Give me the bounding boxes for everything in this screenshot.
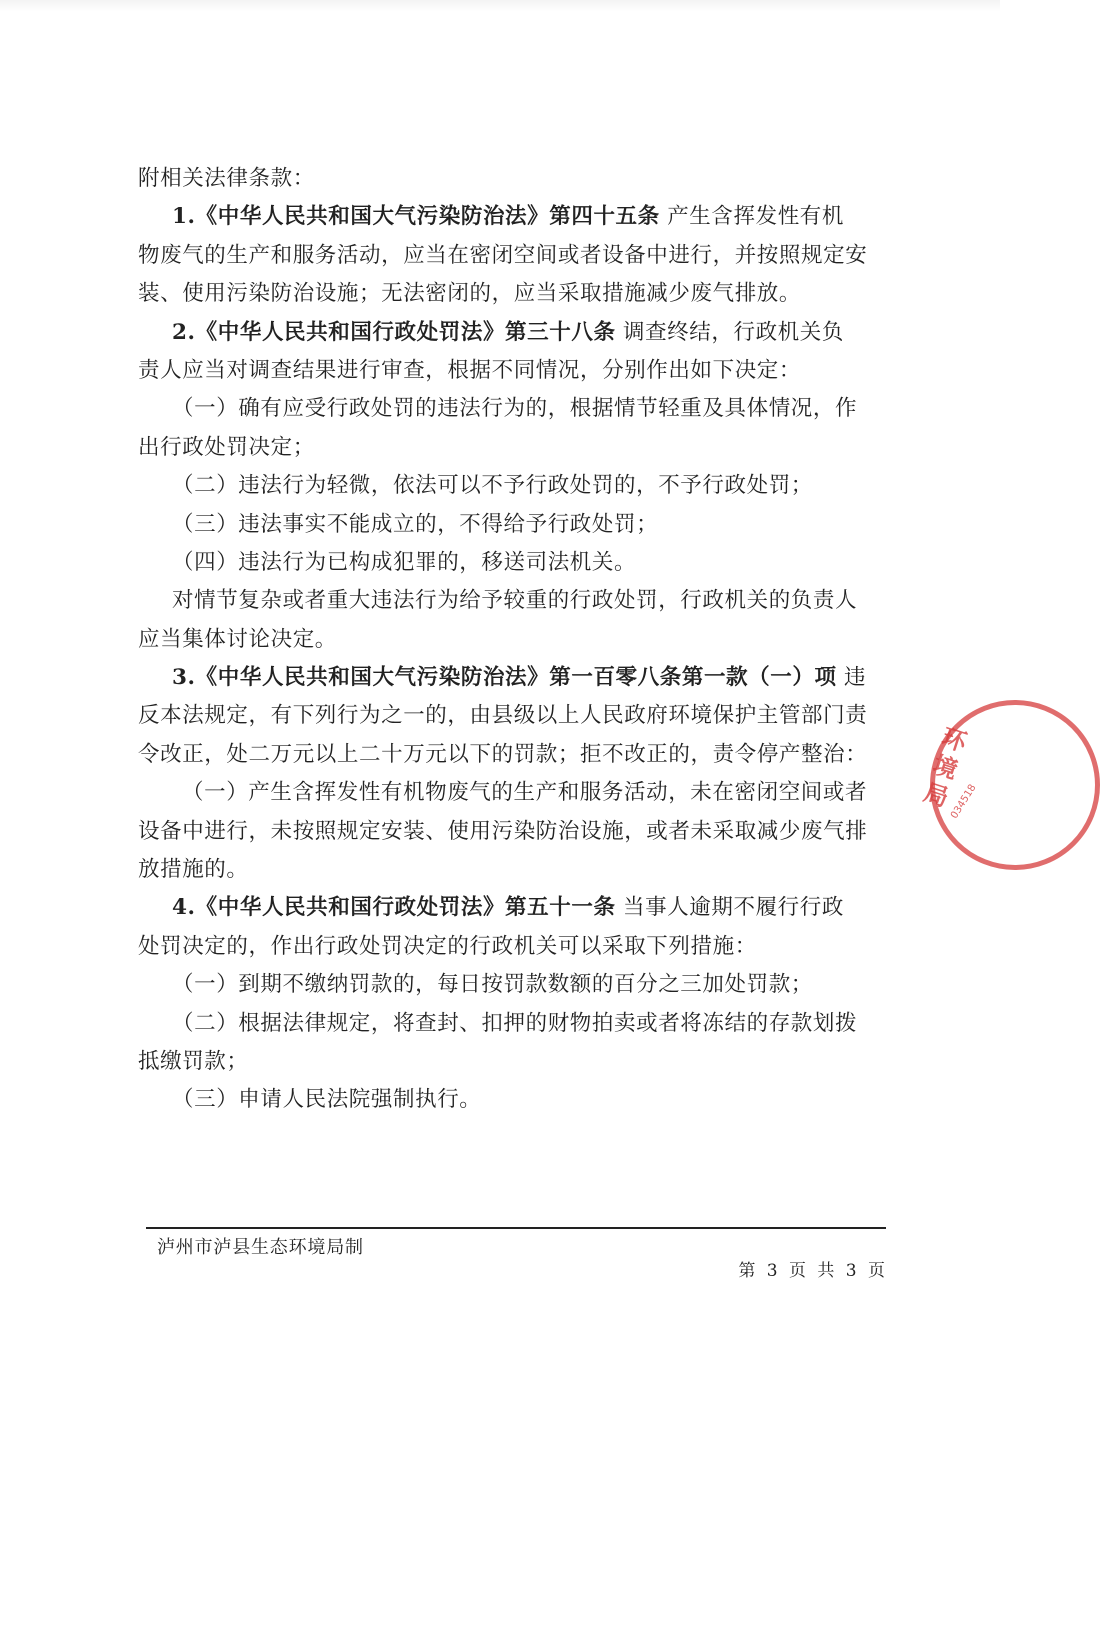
clause-3-item-1-end: 放措施的。 — [138, 857, 249, 883]
clause-2-line-1 — [138, 314, 890, 352]
clause-3-item-1-cont: 设备中进行，未按照规定安装、使用污染防治设施，或者未采取减少废气排 — [138, 818, 868, 844]
clause-4-title: 4.《中华人民共和国行政处罚法》第五十一条 — [172, 895, 616, 921]
clause-1-line-2: 物废气的生产和服务活动，应当在密闭空间或者设备中进行，并按照规定安 — [138, 242, 868, 268]
clause-4-item-2-cont: 抵缴罚款； — [138, 1048, 249, 1074]
clause-1-title: 1.《中华人民共和国大气污染防治法》第四十五条 — [172, 204, 660, 230]
page-current: 3 — [766, 1261, 781, 1281]
clause-2-item-1: （一）确有应受行政处罚的违法行为的，根据情节轻重及具体情况，作 — [172, 396, 858, 422]
seal-text: 环境局 — [920, 723, 970, 813]
clause-3-title: 3.《中华人民共和国大气污染防治法》第一百零八条第一款（一）项 — [172, 665, 837, 691]
page-total: 3 — [845, 1261, 860, 1281]
clause-2-item-2: （二）违法行为轻微，依法可以不予行政处罚的，不予行政处罚； — [172, 473, 813, 499]
footer-divider — [146, 1227, 886, 1229]
clause-4-text: 当事人逾期不履行行政 — [622, 895, 844, 921]
clause-2-item-1-cont: 出行政处罚决定； — [138, 434, 315, 460]
intro-line: 附相关法律条款： — [138, 166, 315, 191]
clause-1-line-1 — [138, 198, 890, 236]
clause-3-line-1 — [138, 659, 890, 697]
document-body — [138, 160, 890, 1120]
clause-2-paragraph: 对情节复杂或者重大违法行为给予较重的行政处罚，行政机关的负责人 — [172, 588, 858, 614]
clause-1-line-3: 装、使用污染防治设施；无法密闭的，应当采取措施减少废气排放。 — [138, 281, 802, 307]
clause-3-item-1: （一）产生含挥发性有机物废气的生产和服务活动，未在密闭空间或者 — [182, 780, 868, 806]
clause-4-line-2: 处罚决定的，作出行政处罚决定的行政机关可以采取下列措施： — [138, 933, 757, 959]
footer-issuer: 泸州市泸县生态环境局制 — [157, 1237, 364, 1258]
seal-ring — [920, 700, 1100, 870]
clause-2-text: 调查终结，行政机关负 — [622, 319, 844, 345]
clause-3-text: 违 — [844, 665, 867, 691]
page-prefix: 第 — [738, 1261, 759, 1281]
clause-3-line-2: 反本法规定，有下列行为之一的，由县级以上人民政府环境保护主管部门责 — [138, 703, 868, 729]
clause-2-paragraph-cont: 应当集体讨论决定。 — [138, 626, 337, 652]
clause-4-item-2: （二）根据法律规定，将查封、扣押的财物拍卖或者将冻结的存款划拨 — [172, 1010, 858, 1036]
clause-4-item-1: （一）到期不缴纳罚款的，每日按罚款数额的百分之三加处罚款； — [172, 972, 813, 998]
clause-2-item-4: （四）违法行为已构成犯罪的，移送司法机关。 — [172, 549, 637, 575]
clause-2-item-3: （三）违法事实不能成立的，不得给予行政处罚； — [172, 511, 659, 537]
scan-edge — [0, 0, 1000, 12]
page-number — [738, 1256, 888, 1281]
clause-2-title: 2.《中华人民共和国行政处罚法》第三十八条 — [172, 319, 616, 345]
page-suffix: 页 — [868, 1261, 888, 1281]
clause-4-item-3: （三）申请人民法院强制执行。 — [172, 1087, 482, 1113]
clause-3-line-3: 令改正，处二万元以上二十万元以下的罚款；拒不改正的，责令停产整治： — [138, 741, 868, 767]
official-seal — [920, 700, 1000, 870]
seal-code: 034518 — [949, 782, 979, 821]
clause-2-line-2: 责人应当对调查结果进行审查，根据不同情况，分别作出如下决定： — [138, 357, 802, 383]
page-mid: 页 共 — [788, 1261, 838, 1281]
clause-4-line-1 — [138, 889, 890, 927]
clause-1-text: 产生含挥发性有机 — [667, 204, 844, 230]
